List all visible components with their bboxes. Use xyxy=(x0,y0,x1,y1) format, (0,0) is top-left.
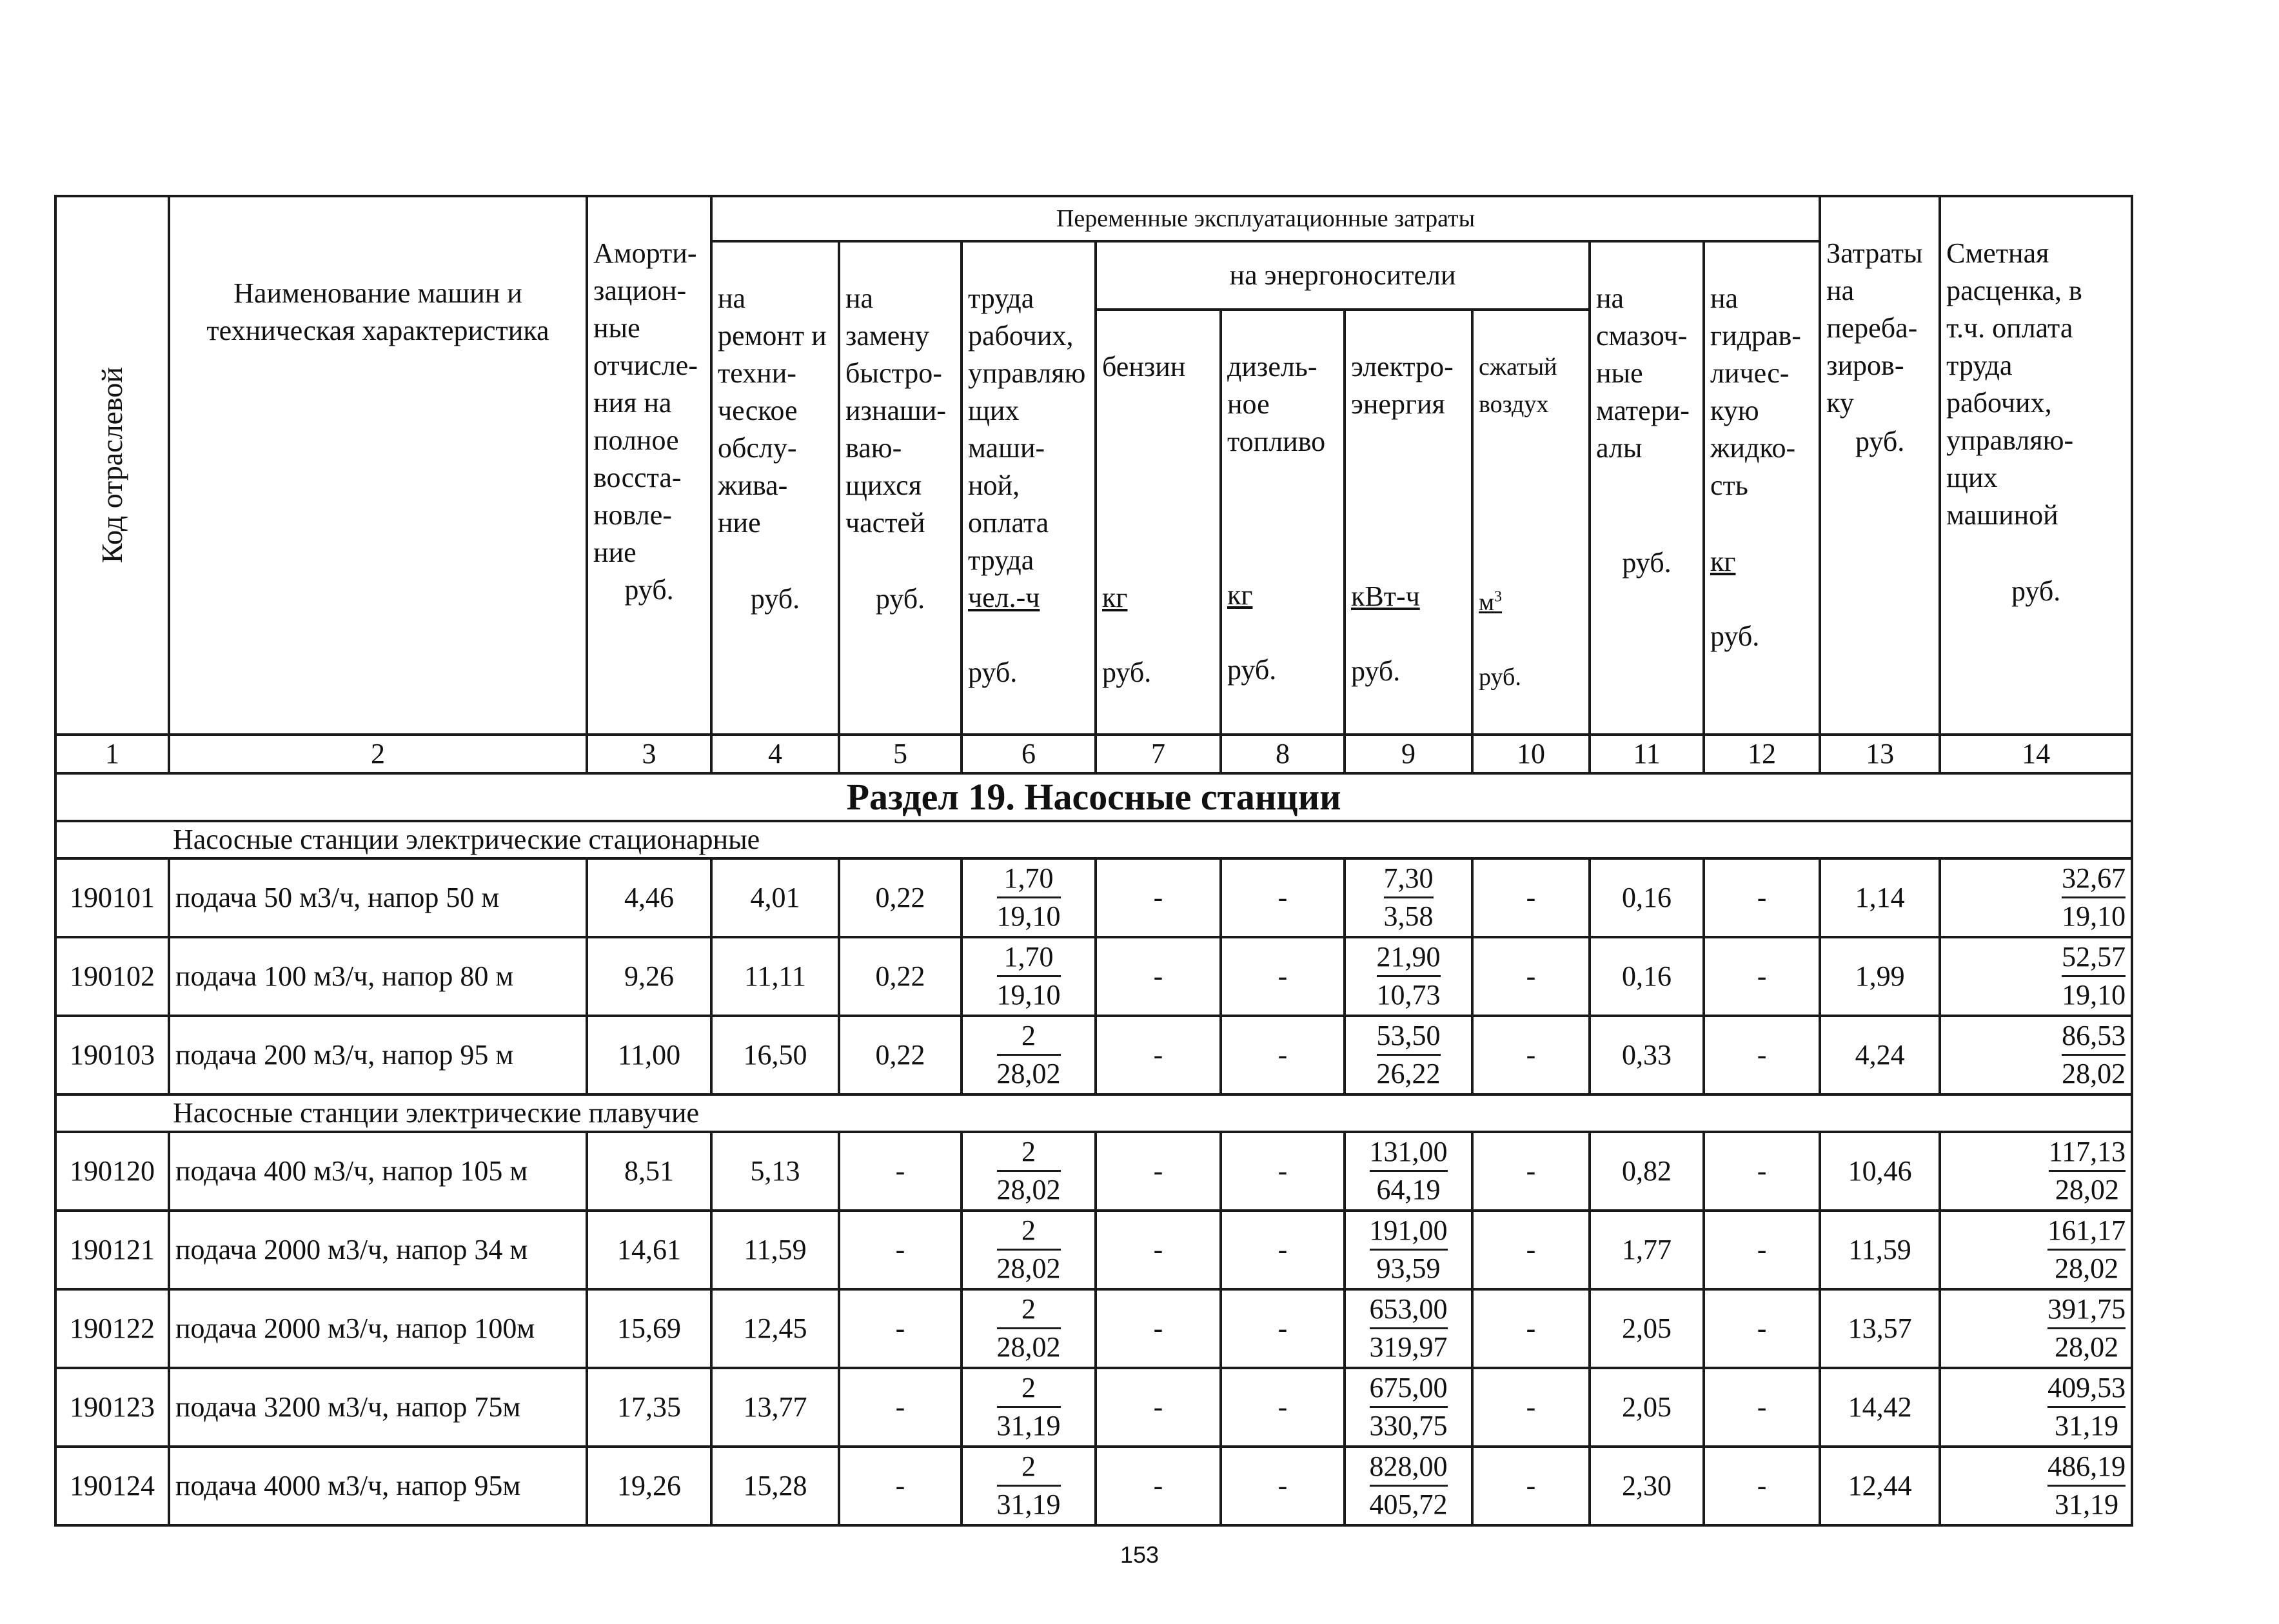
row-lubricants: 2,05 xyxy=(1590,1289,1704,1368)
row-electricity-top: 53,50 xyxy=(1377,1018,1441,1056)
row-estimate xyxy=(1940,1289,2132,1368)
row-diesel: - xyxy=(1221,858,1345,937)
row-compressed-air: - xyxy=(1472,1289,1590,1368)
row-petrol: - xyxy=(1096,1289,1221,1368)
header-repair: на ремонт и техни- ческое обслу- жива- ние руб. xyxy=(711,241,839,735)
row-electricity-top: 653,00 xyxy=(1370,1291,1448,1329)
row-compressed-air: - xyxy=(1472,1447,1590,1525)
row-labor-bottom: 28,02 xyxy=(996,1252,1061,1284)
row-repair: 11,11 xyxy=(711,937,839,1016)
row-parts: - xyxy=(839,1368,962,1447)
row-labor-top: 2 xyxy=(997,1134,1061,1172)
row-rebase: 13,57 xyxy=(1820,1289,1940,1368)
row-electricity-top: 21,90 xyxy=(1377,939,1441,977)
column-number: 9 xyxy=(1345,735,1472,773)
row-lubricants: 0,16 xyxy=(1590,937,1704,1016)
row-rebase: 14,42 xyxy=(1820,1368,1940,1447)
row-estimate-top: 52,57 xyxy=(2062,939,2126,977)
column-number: 5 xyxy=(839,735,962,773)
row-electricity xyxy=(1345,1368,1472,1447)
header-code: Код отраслевой xyxy=(55,196,169,735)
row-estimate-top: 161,17 xyxy=(2047,1213,2126,1251)
row-lubricants: 2,30 xyxy=(1590,1447,1704,1525)
row-petrol: - xyxy=(1096,1016,1221,1094)
header-name: Наименование машин и техническая характеристика xyxy=(169,196,587,735)
row-code: 190120 xyxy=(55,1132,169,1211)
row-electricity-top: 7,30 xyxy=(1384,860,1434,898)
header-rebase: Затраты на переба- зиров- ку руб. xyxy=(1820,196,1940,735)
page-number: 153 xyxy=(1120,1541,1159,1568)
row-electricity-bottom: 93,59 xyxy=(1376,1252,1441,1284)
header-labor: труда рабочих, управляю щих маши- ной, оплата труда чел.-ч руб. xyxy=(962,241,1096,735)
row-estimate-bottom: 28,02 xyxy=(2055,1331,2119,1363)
row-lubricants: 0,82 xyxy=(1590,1132,1704,1211)
row-electricity-bottom: 319,97 xyxy=(1369,1331,1448,1363)
row-electricity xyxy=(1345,1211,1472,1289)
header-electricity: электро- энергия кВт-ч руб. xyxy=(1345,310,1472,735)
row-parts: - xyxy=(839,1289,962,1368)
row-estimate xyxy=(1940,1132,2132,1211)
row-petrol: - xyxy=(1096,1447,1221,1525)
row-name: подача 2000 м3/ч, напор 34 м xyxy=(169,1211,587,1289)
header-compressed-air: сжатый воздух $м^3$ руб. xyxy=(1472,310,1590,735)
row-labor xyxy=(962,1368,1096,1447)
row-labor-top: 2 xyxy=(997,1213,1061,1251)
row-estimate-top: 117,13 xyxy=(2049,1134,2126,1172)
row-diesel: - xyxy=(1221,1447,1345,1525)
row-repair: 15,28 xyxy=(711,1447,839,1525)
row-amortization: 9,26 xyxy=(587,937,711,1016)
header-energy: на энергоносители xyxy=(1096,241,1590,310)
column-number: 10 xyxy=(1472,735,1590,773)
table-row xyxy=(55,1447,2132,1525)
row-repair: 11,59 xyxy=(711,1211,839,1289)
row-hydraulic: - xyxy=(1704,858,1820,937)
row-repair: 16,50 xyxy=(711,1016,839,1094)
row-labor xyxy=(962,1016,1096,1094)
header-variable-costs: Переменные эксплуатационные затраты xyxy=(711,196,1820,241)
table-row xyxy=(55,1211,2132,1289)
column-number: 11 xyxy=(1590,735,1704,773)
column-numbers-row xyxy=(55,735,2132,773)
row-labor xyxy=(962,858,1096,937)
row-diesel: - xyxy=(1221,1016,1345,1094)
header-lubricants: на смазоч- ные матери- алы руб. xyxy=(1590,241,1704,735)
row-electricity xyxy=(1345,937,1472,1016)
row-rebase: 1,99 xyxy=(1820,937,1940,1016)
row-labor xyxy=(962,1211,1096,1289)
row-name: подача 50 м3/ч, напор 50 м xyxy=(169,858,587,937)
row-rebase: 4,24 xyxy=(1820,1016,1940,1094)
row-parts: 0,22 xyxy=(839,1016,962,1094)
row-amortization: 8,51 xyxy=(587,1132,711,1211)
row-electricity-bottom: 3,58 xyxy=(1383,900,1434,932)
row-diesel: - xyxy=(1221,1368,1345,1447)
row-labor-top: 2 xyxy=(997,1018,1061,1056)
row-labor-bottom: 19,10 xyxy=(996,900,1061,932)
row-labor-bottom: 31,19 xyxy=(996,1488,1061,1520)
row-compressed-air: - xyxy=(1472,1016,1590,1094)
row-hydraulic: - xyxy=(1704,1132,1820,1211)
row-estimate xyxy=(1940,1447,2132,1525)
row-hydraulic: - xyxy=(1704,1368,1820,1447)
row-amortization: 17,35 xyxy=(587,1368,711,1447)
row-code: 190123 xyxy=(55,1368,169,1447)
row-lubricants: 0,16 xyxy=(1590,858,1704,937)
row-electricity-bottom: 26,22 xyxy=(1376,1057,1441,1089)
row-petrol: - xyxy=(1096,937,1221,1016)
row-labor-top: 2 xyxy=(997,1370,1061,1408)
row-electricity xyxy=(1345,858,1472,937)
section-title: Раздел 19. Насосные станции xyxy=(55,773,2132,821)
row-lubricants: 0,33 xyxy=(1590,1016,1704,1094)
row-compressed-air: - xyxy=(1472,858,1590,937)
row-compressed-air: - xyxy=(1472,1368,1590,1447)
row-estimate xyxy=(1940,858,2132,937)
row-lubricants: 1,77 xyxy=(1590,1211,1704,1289)
row-lubricants: 2,05 xyxy=(1590,1368,1704,1447)
column-number: 4 xyxy=(711,735,839,773)
row-electricity-bottom: 64,19 xyxy=(1376,1173,1441,1205)
row-electricity xyxy=(1345,1289,1472,1368)
row-compressed-air: - xyxy=(1472,1211,1590,1289)
row-labor xyxy=(962,1289,1096,1368)
group-row xyxy=(55,821,2132,858)
row-name: подача 400 м3/ч, напор 105 м xyxy=(169,1132,587,1211)
row-rebase: 12,44 xyxy=(1820,1447,1940,1525)
row-amortization: 19,26 xyxy=(587,1447,711,1525)
column-number: 12 xyxy=(1704,735,1820,773)
header-amortization: Аморти- зацион- ные отчисле- ния на полное восста- новле- ние руб. xyxy=(587,196,711,735)
row-electricity xyxy=(1345,1016,1472,1094)
row-electricity xyxy=(1345,1447,1472,1525)
row-code: 190121 xyxy=(55,1211,169,1289)
row-code: 190101 xyxy=(55,858,169,937)
row-electricity-bottom: 10,73 xyxy=(1376,978,1441,1011)
row-labor xyxy=(962,937,1096,1016)
column-number: 13 xyxy=(1820,735,1940,773)
row-hydraulic: - xyxy=(1704,1447,1820,1525)
row-amortization: 11,00 xyxy=(587,1016,711,1094)
row-parts: - xyxy=(839,1132,962,1211)
group-title: Насосные станции электрические плавучие xyxy=(55,1094,2132,1132)
row-electricity-bottom: 330,75 xyxy=(1369,1409,1448,1441)
row-petrol: - xyxy=(1096,858,1221,937)
row-rebase: 1,14 xyxy=(1820,858,1940,937)
row-labor-bottom: 19,10 xyxy=(996,978,1061,1011)
row-repair: 5,13 xyxy=(711,1132,839,1211)
row-electricity-top: 675,00 xyxy=(1370,1370,1448,1408)
row-estimate-bottom: 19,10 xyxy=(2062,900,2126,932)
header-diesel: дизель- ное топливо кг руб. xyxy=(1221,310,1345,735)
column-number: 2 xyxy=(169,735,587,773)
table-row xyxy=(55,1368,2132,1447)
row-name: подача 3200 м3/ч, напор 75м xyxy=(169,1368,587,1447)
row-parts: 0,22 xyxy=(839,858,962,937)
row-labor-bottom: 28,02 xyxy=(996,1173,1061,1205)
table-row xyxy=(55,1132,2132,1211)
row-code: 190122 xyxy=(55,1289,169,1368)
group-row xyxy=(55,1094,2132,1132)
table-row xyxy=(55,1016,2132,1094)
row-parts: 0,22 xyxy=(839,937,962,1016)
row-name: подача 4000 м3/ч, напор 95м xyxy=(169,1447,587,1525)
row-repair: 4,01 xyxy=(711,858,839,937)
row-petrol: - xyxy=(1096,1368,1221,1447)
row-parts: - xyxy=(839,1447,962,1525)
row-diesel: - xyxy=(1221,1132,1345,1211)
group-title: Насосные станции электрические стационарные xyxy=(55,821,2132,858)
table-row xyxy=(55,858,2132,937)
row-estimate-bottom: 28,02 xyxy=(2062,1057,2126,1089)
column-number: 7 xyxy=(1096,735,1221,773)
row-compressed-air: - xyxy=(1472,1132,1590,1211)
row-electricity-top: 191,00 xyxy=(1370,1213,1448,1251)
row-diesel: - xyxy=(1221,937,1345,1016)
column-number: 3 xyxy=(587,735,711,773)
column-number: 8 xyxy=(1221,735,1345,773)
row-estimate xyxy=(1940,1368,2132,1447)
row-code: 190103 xyxy=(55,1016,169,1094)
row-diesel: - xyxy=(1221,1289,1345,1368)
row-estimate-bottom: 28,02 xyxy=(2055,1173,2119,1205)
row-estimate xyxy=(1940,1211,2132,1289)
row-estimate-bottom: 28,02 xyxy=(2055,1252,2119,1284)
row-repair: 13,77 xyxy=(711,1368,839,1447)
row-code: 190102 xyxy=(55,937,169,1016)
row-amortization: 15,69 xyxy=(587,1289,711,1368)
row-labor xyxy=(962,1447,1096,1525)
row-rebase: 11,59 xyxy=(1820,1211,1940,1289)
row-petrol: - xyxy=(1096,1132,1221,1211)
row-labor-bottom: 28,02 xyxy=(996,1331,1061,1363)
row-hydraulic: - xyxy=(1704,1016,1820,1094)
row-estimate-bottom: 31,19 xyxy=(2055,1488,2119,1520)
row-estimate xyxy=(1940,937,2132,1016)
row-diesel: - xyxy=(1221,1211,1345,1289)
row-compressed-air: - xyxy=(1472,937,1590,1016)
row-repair: 12,45 xyxy=(711,1289,839,1368)
header-parts: на замену быстро- изнаши- ваю- щихся частей руб. xyxy=(839,241,962,735)
column-number: 6 xyxy=(962,735,1096,773)
row-electricity-bottom: 405,72 xyxy=(1369,1488,1448,1520)
section-row xyxy=(55,773,2132,821)
row-labor xyxy=(962,1132,1096,1211)
row-amortization: 14,61 xyxy=(587,1211,711,1289)
row-labor-top: 1,70 xyxy=(997,860,1061,898)
row-hydraulic: - xyxy=(1704,1289,1820,1368)
row-labor-bottom: 31,19 xyxy=(996,1409,1061,1441)
row-electricity-top: 828,00 xyxy=(1370,1449,1448,1487)
table-row xyxy=(55,937,2132,1016)
row-petrol: - xyxy=(1096,1211,1221,1289)
row-estimate-bottom: 19,10 xyxy=(2062,978,2126,1011)
row-code: 190124 xyxy=(55,1447,169,1525)
row-hydraulic: - xyxy=(1704,937,1820,1016)
header-petrol: бензин кг руб. xyxy=(1096,310,1221,735)
row-name: подача 200 м3/ч, напор 95 м xyxy=(169,1016,587,1094)
row-parts: - xyxy=(839,1211,962,1289)
row-name: подача 100 м3/ч, напор 80 м xyxy=(169,937,587,1016)
row-estimate-top: 391,75 xyxy=(2047,1291,2126,1329)
row-electricity xyxy=(1345,1132,1472,1211)
row-hydraulic: - xyxy=(1704,1211,1820,1289)
table-row xyxy=(55,1289,2132,1368)
row-labor-top: 2 xyxy=(997,1449,1061,1487)
row-estimate-bottom: 31,19 xyxy=(2055,1409,2119,1441)
column-number: 14 xyxy=(1940,735,2132,773)
row-estimate-top: 486,19 xyxy=(2047,1449,2126,1487)
row-electricity-top: 131,00 xyxy=(1370,1134,1448,1172)
row-labor-bottom: 28,02 xyxy=(996,1057,1061,1089)
row-amortization: 4,46 xyxy=(587,858,711,937)
row-rebase: 10,46 xyxy=(1820,1132,1940,1211)
row-estimate-top: 32,67 xyxy=(2062,860,2126,898)
row-estimate xyxy=(1940,1016,2132,1094)
column-number: 1 xyxy=(55,735,169,773)
header-hydraulic: на гидрав- личес- кую жидко- сть кг руб. xyxy=(1704,241,1820,735)
row-estimate-top: 86,53 xyxy=(2062,1018,2126,1056)
row-estimate-top: 409,53 xyxy=(2047,1370,2126,1408)
row-name: подача 2000 м3/ч, напор 100м xyxy=(169,1289,587,1368)
rates-table xyxy=(54,195,2133,1527)
row-labor-top: 1,70 xyxy=(997,939,1061,977)
row-labor-top: 2 xyxy=(997,1291,1061,1329)
header-estimate: Сметная расценка, в т.ч. оплата труда рабочих, управляю- щих машиной руб. xyxy=(1940,196,2132,735)
